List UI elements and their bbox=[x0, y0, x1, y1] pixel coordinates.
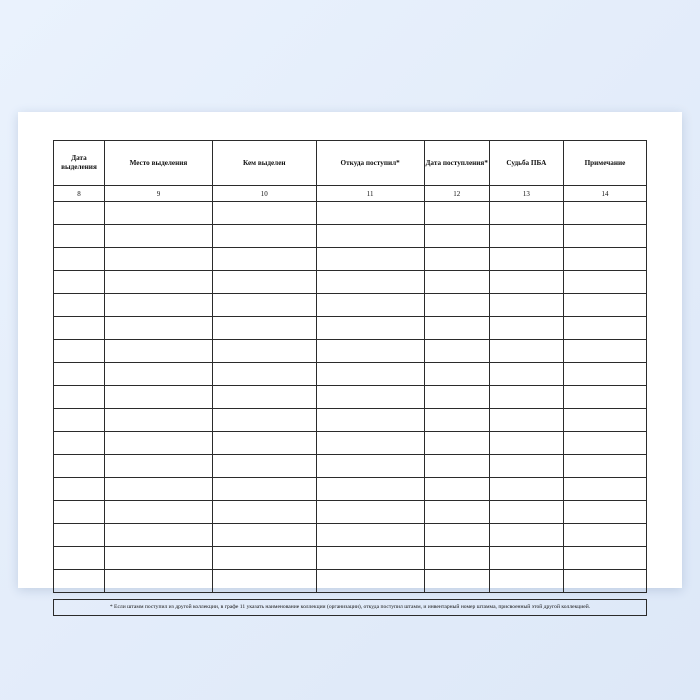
table-cell[interactable] bbox=[489, 294, 563, 317]
header-row bbox=[54, 141, 647, 186]
table-cell[interactable] bbox=[212, 501, 316, 524]
table-row bbox=[54, 271, 647, 294]
table-cell[interactable] bbox=[54, 547, 105, 570]
table-cell[interactable] bbox=[316, 570, 424, 593]
table-row bbox=[54, 340, 647, 363]
table-cell[interactable] bbox=[316, 432, 424, 455]
column-header-notes: Примечание bbox=[563, 141, 646, 186]
table-cell[interactable] bbox=[489, 340, 563, 363]
table-cell[interactable] bbox=[563, 524, 646, 547]
table-cell[interactable] bbox=[54, 363, 105, 386]
table-cell[interactable] bbox=[54, 501, 105, 524]
table-cell[interactable] bbox=[316, 501, 424, 524]
table-cell[interactable] bbox=[424, 225, 489, 248]
table-cell[interactable] bbox=[212, 547, 316, 570]
table-cell[interactable] bbox=[316, 386, 424, 409]
table-cell[interactable] bbox=[54, 409, 105, 432]
table-cell[interactable] bbox=[104, 317, 212, 340]
table-cell[interactable] bbox=[54, 202, 105, 225]
table-cell[interactable] bbox=[316, 202, 424, 225]
table-cell[interactable] bbox=[104, 386, 212, 409]
column-header-pba-fate: Судьба ПБА bbox=[489, 141, 563, 186]
table-cell[interactable] bbox=[54, 317, 105, 340]
table-row bbox=[54, 432, 647, 455]
table-cell[interactable] bbox=[212, 294, 316, 317]
table-cell[interactable] bbox=[489, 386, 563, 409]
document-page bbox=[18, 112, 682, 611]
table-cell[interactable] bbox=[563, 455, 646, 478]
table-cell[interactable] bbox=[424, 271, 489, 294]
table-row bbox=[54, 409, 647, 432]
table-cell[interactable] bbox=[54, 432, 105, 455]
column-number-cell: 12 bbox=[424, 186, 489, 202]
table-cell[interactable] bbox=[563, 478, 646, 501]
table-body bbox=[54, 186, 647, 202]
table-cell[interactable] bbox=[489, 248, 563, 271]
table-cell[interactable] bbox=[54, 294, 105, 317]
table-cell[interactable] bbox=[212, 478, 316, 501]
table-row bbox=[54, 478, 647, 501]
table-cell[interactable] bbox=[54, 271, 105, 294]
table-cell[interactable] bbox=[563, 248, 646, 271]
table-cell[interactable] bbox=[563, 294, 646, 317]
table-cell[interactable] bbox=[424, 340, 489, 363]
table-cell[interactable] bbox=[489, 432, 563, 455]
table-cell[interactable] bbox=[424, 317, 489, 340]
table-cell[interactable] bbox=[424, 501, 489, 524]
table-cell[interactable] bbox=[563, 547, 646, 570]
table-row bbox=[54, 547, 647, 570]
table-cell[interactable] bbox=[424, 570, 489, 593]
table-cell[interactable] bbox=[489, 547, 563, 570]
table-cell[interactable] bbox=[212, 455, 316, 478]
table-cell[interactable] bbox=[212, 432, 316, 455]
table-row bbox=[54, 524, 647, 547]
table-cell[interactable] bbox=[104, 294, 212, 317]
column-header-isolated-by: Кем выделен bbox=[212, 141, 316, 186]
table-cell[interactable] bbox=[316, 478, 424, 501]
table-cell[interactable] bbox=[563, 386, 646, 409]
table-cell[interactable] bbox=[316, 455, 424, 478]
table-cell[interactable] bbox=[316, 547, 424, 570]
table-cell[interactable] bbox=[54, 340, 105, 363]
table-cell[interactable] bbox=[54, 570, 105, 593]
table-row bbox=[54, 248, 647, 271]
column-number-cell: 8 bbox=[54, 186, 105, 202]
column-number-cell: 13 bbox=[489, 186, 563, 202]
table-cell[interactable] bbox=[489, 524, 563, 547]
table-row bbox=[54, 317, 647, 340]
column-header-source: Откуда поступил* bbox=[316, 141, 424, 186]
table-cell[interactable] bbox=[563, 501, 646, 524]
table-cell[interactable] bbox=[212, 271, 316, 294]
table-cell[interactable] bbox=[212, 524, 316, 547]
table-cell[interactable] bbox=[316, 524, 424, 547]
table-cell[interactable] bbox=[563, 409, 646, 432]
table-cell[interactable] bbox=[424, 248, 489, 271]
table-cell[interactable] bbox=[212, 386, 316, 409]
table-cell[interactable] bbox=[563, 317, 646, 340]
table-cell[interactable] bbox=[54, 455, 105, 478]
table-cell[interactable] bbox=[316, 271, 424, 294]
footnote-row bbox=[54, 600, 647, 616]
table-cell[interactable] bbox=[563, 225, 646, 248]
table-cell[interactable] bbox=[104, 248, 212, 271]
table-cell[interactable] bbox=[489, 409, 563, 432]
table-row bbox=[54, 386, 647, 409]
table-cell[interactable] bbox=[424, 386, 489, 409]
table-cell[interactable] bbox=[489, 478, 563, 501]
table-cell[interactable] bbox=[424, 294, 489, 317]
column-number-cell: 10 bbox=[212, 186, 316, 202]
table-cell[interactable] bbox=[54, 225, 105, 248]
table-cell[interactable] bbox=[212, 340, 316, 363]
table-cell[interactable] bbox=[316, 317, 424, 340]
footnote-text: * Если штамм поступил из другой коллекции, в графе 11 указать наименование коллекции (организации), откуда поступил штамм, и инвентарный номер штамма, присвоенный этой другой коллекцией. bbox=[54, 600, 647, 616]
column-number-row bbox=[54, 186, 647, 202]
table-cell[interactable] bbox=[563, 570, 646, 593]
table-cell[interactable] bbox=[316, 294, 424, 317]
table-cell[interactable] bbox=[489, 501, 563, 524]
column-header-place-isolation: Место выделения bbox=[104, 141, 212, 186]
table-cell[interactable] bbox=[104, 202, 212, 225]
table-cell[interactable] bbox=[489, 225, 563, 248]
table-cell[interactable] bbox=[489, 363, 563, 386]
register-table bbox=[53, 140, 647, 593]
table-cell[interactable] bbox=[489, 202, 563, 225]
table-row bbox=[54, 225, 647, 248]
table-cell[interactable] bbox=[489, 317, 563, 340]
table-cell[interactable] bbox=[104, 363, 212, 386]
table-head bbox=[54, 141, 647, 186]
table-cell[interactable] bbox=[104, 547, 212, 570]
table-cell[interactable] bbox=[212, 317, 316, 340]
table-row bbox=[54, 363, 647, 386]
table-cell[interactable] bbox=[212, 409, 316, 432]
column-number-cell: 14 bbox=[563, 186, 646, 202]
register-sheet bbox=[53, 140, 647, 611]
table-cell[interactable] bbox=[424, 202, 489, 225]
table-cell[interactable] bbox=[563, 432, 646, 455]
table-cell[interactable] bbox=[316, 225, 424, 248]
table-row bbox=[54, 501, 647, 524]
table-cell[interactable] bbox=[212, 225, 316, 248]
table-cell[interactable] bbox=[212, 363, 316, 386]
table-cell[interactable] bbox=[563, 363, 646, 386]
table-cell[interactable] bbox=[212, 248, 316, 271]
table-cell[interactable] bbox=[424, 432, 489, 455]
table-cell[interactable] bbox=[104, 455, 212, 478]
table-cell[interactable] bbox=[104, 271, 212, 294]
table-row bbox=[54, 294, 647, 317]
table-cell[interactable] bbox=[424, 455, 489, 478]
table-cell[interactable] bbox=[54, 386, 105, 409]
column-number-cell: 9 bbox=[104, 186, 212, 202]
table-cell[interactable] bbox=[424, 547, 489, 570]
table-cell[interactable] bbox=[563, 340, 646, 363]
table-cell[interactable] bbox=[104, 432, 212, 455]
table-cell[interactable] bbox=[424, 363, 489, 386]
table-cell[interactable] bbox=[424, 409, 489, 432]
table-cell[interactable] bbox=[489, 570, 563, 593]
table-cell[interactable] bbox=[212, 202, 316, 225]
table-cell[interactable] bbox=[54, 248, 105, 271]
column-header-date-received: Дата поступления* bbox=[424, 141, 489, 186]
table-cell[interactable] bbox=[316, 409, 424, 432]
table-cell[interactable] bbox=[104, 478, 212, 501]
column-number-cell: 11 bbox=[316, 186, 424, 202]
table-cell[interactable] bbox=[104, 225, 212, 248]
table-cell[interactable] bbox=[489, 455, 563, 478]
table-cell[interactable] bbox=[316, 340, 424, 363]
empty-rows-body bbox=[54, 202, 647, 593]
table-row bbox=[54, 202, 647, 225]
table-cell[interactable] bbox=[424, 478, 489, 501]
table-cell[interactable] bbox=[316, 363, 424, 386]
table-cell[interactable] bbox=[424, 524, 489, 547]
table-cell[interactable] bbox=[54, 524, 105, 547]
table-cell[interactable] bbox=[104, 340, 212, 363]
table-cell[interactable] bbox=[104, 409, 212, 432]
table-cell[interactable] bbox=[489, 271, 563, 294]
table-cell[interactable] bbox=[104, 570, 212, 593]
table-cell[interactable] bbox=[212, 570, 316, 593]
table-cell[interactable] bbox=[563, 271, 646, 294]
table-row bbox=[54, 570, 647, 593]
table-cell[interactable] bbox=[54, 478, 105, 501]
table-cell[interactable] bbox=[104, 501, 212, 524]
table-cell[interactable] bbox=[104, 524, 212, 547]
column-header-date-isolation: Дата выделения bbox=[54, 141, 105, 186]
footnote-table bbox=[53, 599, 647, 616]
table-row bbox=[54, 455, 647, 478]
table-cell[interactable] bbox=[316, 248, 424, 271]
table-cell[interactable] bbox=[563, 202, 646, 225]
